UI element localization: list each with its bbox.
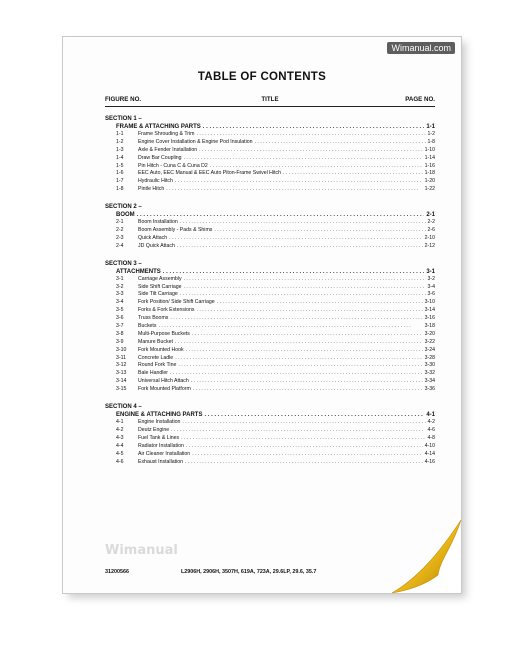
entry-page: 3-10 (424, 299, 435, 306)
entry-title: Side Tilt Carriage (138, 291, 178, 298)
page-no-header: PAGE NO. (405, 96, 435, 103)
entry-title: Pintle Hitch (138, 186, 165, 193)
entry-title: Deutz Engine (138, 426, 170, 433)
entry-page: 1-20 (424, 178, 435, 185)
entry-page: 1-18 (424, 170, 435, 177)
entry-page: 1-8 (427, 138, 435, 145)
figure-number: 3-12 (116, 362, 127, 369)
figure-number: 1-6 (116, 170, 124, 177)
section-label: SECTION 3 – (105, 260, 142, 267)
entry-title: Side Shift Carriage (138, 283, 182, 290)
entry-page: 3-14 (424, 307, 435, 314)
entry-page: 1-16 (424, 162, 435, 169)
figure-number: 2-4 (116, 242, 124, 249)
section-label: SECTION 1 – (105, 116, 142, 122)
entry-title: Hydraulic Hitch (138, 178, 173, 185)
entry-page: 3-2 (427, 275, 435, 282)
entry-title: Frame Shrouding & Trim (138, 131, 195, 137)
figure-number: 1-4 (116, 154, 124, 161)
entry-title: JD Quick Attach (138, 242, 175, 249)
entry-page: 4-16 (424, 458, 435, 465)
entry-page: 4-10 (424, 442, 435, 449)
entry-title: Air Cleaner Installation (138, 450, 191, 457)
figure-number: 1-1 (116, 131, 124, 137)
section-name: BOOM (116, 212, 135, 219)
entry-page: 3-18 (424, 323, 435, 330)
figure-number: 3-5 (116, 307, 124, 314)
entry-title: Boom Installation (138, 219, 178, 226)
figure-number: 3-11 (116, 354, 126, 361)
section-label: SECTION 4 – (105, 404, 142, 411)
figure-number: 4-1 (116, 419, 124, 426)
entry-title: Truss Booms (138, 315, 169, 322)
entry-page: 4-8 (427, 434, 435, 441)
entry-page: 3-22 (424, 338, 435, 345)
entry-title: Round Fork Tine (138, 362, 177, 369)
figure-number: 3-6 (116, 315, 124, 322)
figure-number: 1-7 (116, 178, 124, 185)
entry-title: Manure Bucket (138, 338, 173, 345)
figure-number: 2-1 (116, 219, 124, 226)
entry-page: 2-12 (424, 242, 435, 249)
figure-number: 1-3 (116, 146, 124, 153)
entry-page: 1-14 (424, 154, 435, 161)
entry-page: 1-22 (424, 186, 435, 193)
entry-page: 3-34 (424, 378, 435, 385)
figure-number: 4-4 (116, 442, 124, 449)
entry-page: 4-2 (427, 419, 435, 426)
figure-number: 4-6 (116, 458, 124, 465)
entry-page: 3-28 (424, 354, 435, 361)
section-page: 4-1 (426, 412, 435, 419)
entry-page: 3-32 (424, 370, 435, 377)
entry-title: Radiator Installation (138, 442, 184, 449)
entry-page: 2-10 (424, 234, 435, 241)
entry-title: Fork Position/ Side Shift Carriage (138, 299, 215, 306)
entry-title: Pin Hitch - Cuna C & Cuna D2 (138, 162, 208, 169)
figure-number: 3-8 (116, 330, 124, 337)
section-label: SECTION 2 – (105, 204, 142, 211)
section-name: ATTACHMENTS (116, 268, 161, 275)
figure-number: 4-3 (116, 434, 124, 441)
section-page: 2-1 (426, 212, 435, 219)
figure-number: 1-8 (116, 186, 124, 193)
figure-number: 3-9 (116, 338, 124, 345)
entry-page: 1-2 (427, 131, 435, 137)
figure-number: 3-7 (116, 323, 124, 330)
entry-title: Fork Mounted Hook (138, 346, 184, 353)
entry-page: 3-24 (424, 346, 435, 353)
entry-title: Multi-Purpose Buckets (138, 330, 190, 337)
entry-page: 3-6 (427, 291, 435, 298)
entry-title: Draw Bar Coupling (138, 154, 182, 161)
entry-page: 2-2 (427, 219, 435, 226)
figure-number: 3-15 (116, 386, 127, 393)
section-page: 3-1 (426, 268, 435, 275)
entry-title: Forks & Fork Extensions (138, 307, 195, 314)
entry-page: 3-4 (427, 283, 435, 290)
figure-no-header: FIGURE NO. (105, 96, 142, 103)
figure-number: 3-10 (116, 346, 127, 353)
section-name: ENGINE & ATTACHING PARTS (116, 412, 203, 419)
title-header: TITLE (261, 96, 279, 103)
page-title: TABLE OF CONTENTS (197, 71, 327, 83)
entry-title: Buckets (138, 323, 157, 330)
figure-number: 4-5 (116, 450, 124, 457)
entry-title: Axle & Fender Installation (138, 146, 198, 153)
model-list: L2906H, 2906H, 3507H, 619A, 723A, 29.6LP, 29.6, 35.7 (181, 569, 317, 575)
entry-title: Concrete Ladle (138, 354, 174, 361)
site-watermark: Wimanual.com (387, 42, 455, 54)
section-page: 1-1 (426, 124, 435, 130)
figure-number: 1-5 (116, 162, 124, 169)
entry-page: 1-10 (424, 146, 435, 153)
figure-number: 1-2 (116, 138, 124, 145)
entry-title: Boom Assembly - Pads & Shims (138, 227, 213, 234)
entry-page: 3-16 (424, 315, 435, 322)
figure-number: 3-14 (116, 378, 127, 385)
entry-title: Bale Handler (138, 370, 168, 377)
figure-number: 3-1 (116, 275, 124, 282)
entry-title: Engine Installation (138, 419, 181, 426)
entry-title: EEC Auto, EEC Manual & EEC Auto Piton-Frame Swivel Hitch (138, 170, 282, 177)
figure-number: 2-3 (116, 234, 124, 241)
entry-title: Fuel Tank & Lines (138, 434, 180, 441)
entry-page: 4-6 (427, 426, 435, 433)
entry-page: 3-30 (424, 362, 435, 369)
entry-title: Carriage Assembly (138, 275, 182, 282)
entry-title: Quick Attach (138, 234, 168, 241)
entry-title: Universal Hitch Attach (138, 378, 189, 385)
entry-page: 3-36 (424, 386, 435, 393)
entry-title: Engine Cover Installation & Engine Pod Insulation (138, 138, 253, 145)
figure-number: 4-2 (116, 426, 124, 433)
figure-number: 3-3 (116, 291, 124, 298)
figure-number: 3-2 (116, 283, 124, 290)
entry-title: Fork Mounted Platform (138, 386, 191, 393)
entry-page: 2-6 (427, 227, 435, 234)
figure-number: 3-4 (116, 299, 124, 306)
section-name: FRAME & ATTACHING PARTS (116, 124, 201, 130)
entry-page: 4-14 (424, 450, 435, 457)
document-code: 31200566 (105, 569, 129, 575)
entry-title: Exhaust Installation (138, 458, 183, 465)
wimanual-logo: Wimanual (105, 543, 178, 558)
figure-number: 2-2 (116, 227, 124, 234)
entry-page: 3-20 (424, 330, 435, 337)
figure-number: 3-13 (116, 370, 127, 377)
